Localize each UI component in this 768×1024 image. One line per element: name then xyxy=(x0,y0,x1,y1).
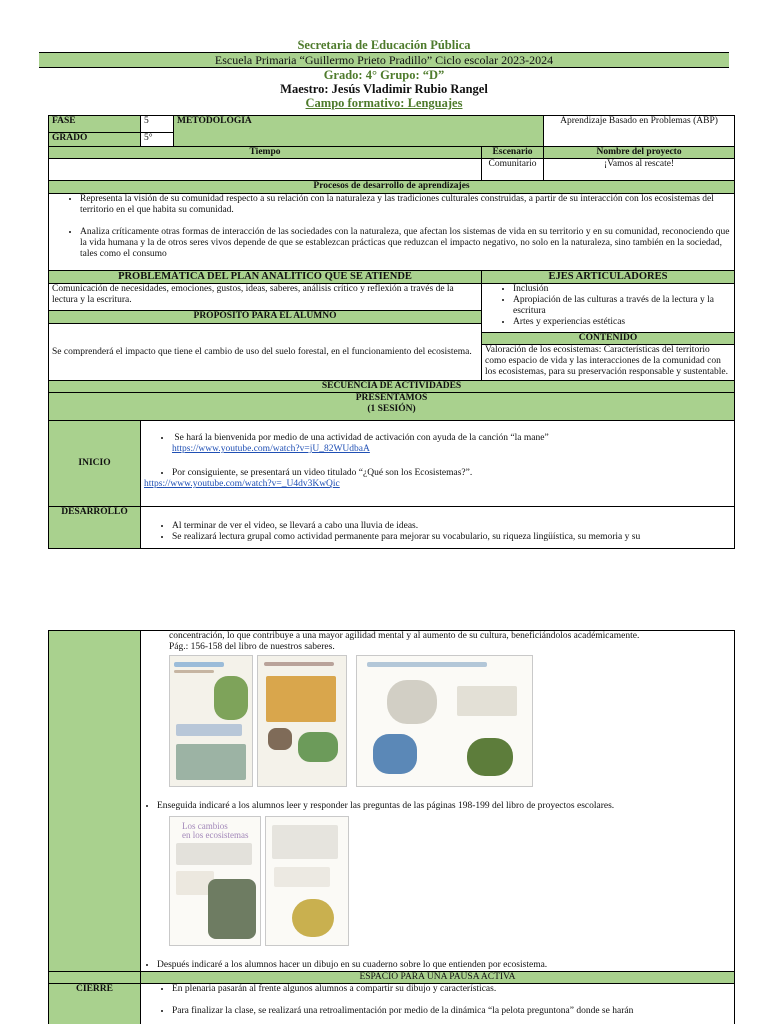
desarrollo-item: • Después indicaré a los alumnos hacer un dibujo en su cuaderno sobre lo que entienden por ecosistema. xyxy=(157,960,731,971)
presentamos-title: PRESENTAMOS xyxy=(355,393,428,403)
metodologia-value: Aprendizaje Basado en Problemas (ABP) xyxy=(544,116,735,147)
document-header xyxy=(0,38,768,110)
metodologia-label: METODOLOGIA xyxy=(174,116,544,147)
inicio-content xyxy=(141,421,735,507)
cancion-link[interactable]: https://www.youtube.com/watch?v=jU_82WUdbaA xyxy=(172,444,370,454)
desarrollo-pages-text: Pág.: 156-158 del libro de nuestros saberes. xyxy=(169,642,335,652)
problematica-title: PROBLEMÁTICA DEL PLAN ANALÍTICO QUE SE ATIENDE xyxy=(49,271,482,284)
proposito-text: Se comprenderá el impacto que tiene el cambio de uso del suelo forestal, en el funcionamiento del ecosistema. xyxy=(49,324,482,381)
contenido-title: CONTENIDO xyxy=(482,333,735,345)
inicio-item: • Se hará la bienvenida por medio de una actividad de activación con ayuda de la canción “la mane” https://www.youtube.com/watch?v=jU_82WUdbaA xyxy=(172,433,731,455)
cierre-label: CIERRE xyxy=(49,984,141,1024)
book-page-image xyxy=(356,655,533,787)
procesos-title: Procesos de desarrollo de aprendizajes xyxy=(49,181,735,194)
ejes-list xyxy=(482,284,735,333)
book-pages-proyectos xyxy=(169,816,731,946)
grado-label: GRADO xyxy=(49,133,141,147)
page-gap xyxy=(0,560,768,630)
proyecto-value: ¡Vamos al rescate! xyxy=(544,159,735,181)
escenario-label: Escenario xyxy=(482,147,544,159)
page-2 xyxy=(0,630,768,1024)
header-secretaria: Secretaria de Educación Pública xyxy=(297,38,471,52)
pausa-label-cell xyxy=(49,972,141,984)
fase-value: 5 xyxy=(141,116,174,133)
procesos-item: • Analiza críticamente otras formas de interacción de las sociedades con la naturaleza, que afectan los sistemas de vida en su territorio y en su comunidad, reconociendo que la vida humana y la de otros seres vivos depende de que se establezcan prácticas que reduzcan el impacto negativo, no solo en la naturaleza, sino también en la sociedad, tales como el consumo xyxy=(80,227,731,260)
cierre-content xyxy=(141,984,735,1024)
cierre-item: • En plenaria pasarán al frente algunos alumnos a compartir su dibujo y características. xyxy=(172,984,731,995)
header-maestro: Maestro: Jesús Vladimir Rubio Rangel xyxy=(280,82,488,96)
desarrollo-content-continued xyxy=(141,631,735,972)
sesion-label: (1 SESIÓN) xyxy=(367,404,416,414)
ejes-item: • Inclusión xyxy=(513,284,731,295)
desarrollo-content xyxy=(141,507,735,549)
procesos-item: • Representa la visión de su comunidad respecto a su relación con la naturaleza y las tradiciones culturales construidas, a partir de su interacción con los ecosistemas del territorio en el que habita su comunidad. xyxy=(80,194,731,216)
ejes-title: EJES ARTICULADORES xyxy=(482,271,735,284)
book-title: Los cambios en los ecosistemas xyxy=(182,821,249,840)
desarrollo-cont-text: concentración, lo que contribuye a una mayor agilidad mental y al aumento de su cultura, beneficiándolos académicamente. xyxy=(169,631,640,641)
cierre-item: • Para finalizar la clase, se realizará una retroalimentación por medio de la dinámica “la pelota preguntona” donde se harán xyxy=(172,1006,731,1017)
desarrollo-item: • Enseguida indicaré a los alumnos leer y responder las preguntas de las páginas 198-199 del libro de proyectos escolares. xyxy=(157,801,731,812)
desarrollo-item: • Se realizará lectura grupal como actividad permanente para mejorar su vocabulario, su riqueza lingüística, su memoria y su xyxy=(172,532,731,543)
secuencia-title: SECUENCIA DE ACTIVIDADES xyxy=(49,381,735,393)
header-grado: Grado: 4° Grupo: “D” xyxy=(323,68,445,82)
video-link[interactable]: https://www.youtube.com/watch?v=_U4dv3KwQic xyxy=(144,479,340,489)
inicio-label: INICIO xyxy=(49,421,141,507)
desarrollo-item: • Al terminar de ver el video, se llevará a cabo una lluvia de ideas. xyxy=(172,521,731,532)
escenario-value: Comunitario xyxy=(482,159,544,181)
desarrollo-label-continued xyxy=(49,631,141,972)
pausa-title: ESPACIO PARA UNA PAUSA ACTIVA xyxy=(141,972,735,984)
book-page-image xyxy=(257,655,347,787)
book-page-image xyxy=(265,816,349,946)
ejes-item: • Artes y experiencias estéticas xyxy=(513,317,731,328)
procesos-list xyxy=(49,194,735,271)
presentamos-header xyxy=(49,393,735,421)
book-page-image xyxy=(169,816,261,946)
tiempo-label: Tiempo xyxy=(49,147,482,159)
grado-value: 5° xyxy=(141,133,174,147)
fase-label: FASE xyxy=(49,116,141,133)
proyecto-label: Nombre del proyecto xyxy=(544,147,735,159)
tiempo-value xyxy=(49,159,482,181)
problematica-text: Comunicación de necesidades, emociones, gustos, ideas, saberes, análisis crítico y reflexión a través de la lectura y la escritura. xyxy=(49,284,482,311)
inicio-item: • Por consiguiente, se presentará un video titulado “¿Qué son los Ecosistemas?”. xyxy=(172,468,731,479)
book-page-image xyxy=(169,655,253,787)
header-campo: Campo formativo: Lenguajes xyxy=(305,96,463,110)
book-pages-saberes xyxy=(169,655,731,787)
desarrollo-label: DESARROLLO xyxy=(49,507,141,549)
contenido-text: Valoración de los ecosistemas: Características del territorio como espacio de vida y las interacciones de la comunidad con los ecosistemas, para su preservación responsable y sustentable. xyxy=(482,345,735,381)
proposito-title: PROPÓSITO PARA EL ALUMNO xyxy=(49,311,482,324)
ejes-item: • Apropiación de las culturas a través de la lectura y la escritura xyxy=(513,295,731,317)
planning-table xyxy=(48,115,735,549)
planning-table-continued xyxy=(48,630,735,1024)
header-escuela: Escuela Primaria “Guillermo Prieto Pradillo” Ciclo escolar 2023-2024 xyxy=(39,52,729,68)
